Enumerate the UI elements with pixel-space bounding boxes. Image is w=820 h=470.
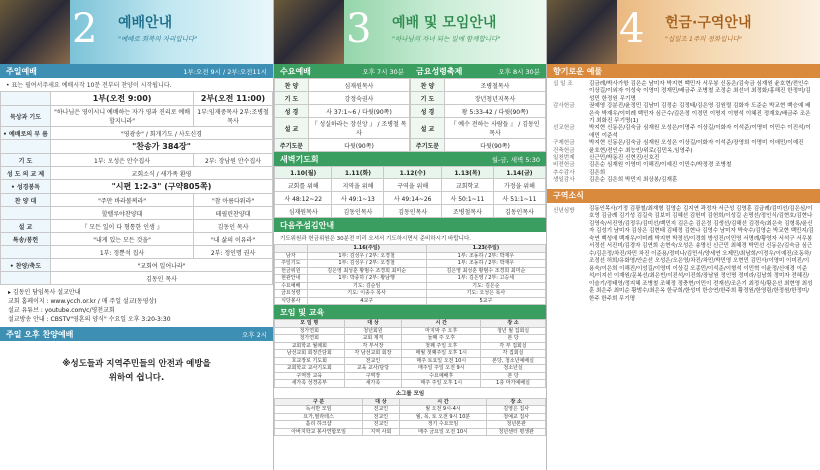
dawn-row — [275, 192, 546, 205]
service-row — [411, 118, 546, 139]
next-cell: 식당봉사 — [275, 297, 308, 305]
meetings-header — [274, 0, 546, 64]
meet-cell: 청가연회 — [275, 327, 345, 335]
service-label: 성 경 — [411, 105, 445, 118]
class-cell: 지역 사회 — [363, 428, 400, 436]
closing-notice — [0, 341, 273, 385]
offering-type: 생일감사 — [553, 177, 575, 184]
sunday-row — [1, 92, 273, 106]
service-label: 주기도문 — [275, 139, 309, 152]
class-row — [275, 421, 546, 429]
dawn-date: 1.14(금) — [493, 167, 545, 179]
next-cell: 1부: 김은영 / 2부: 고승세 — [426, 275, 545, 283]
service-value: 다윗(90쪽) — [309, 139, 410, 152]
meet-cell: 수요예배후 — [402, 372, 481, 380]
offering-names: 김은순 김은희 박민지 최상봉/김재훈 — [589, 177, 678, 184]
dawn-cell: 사 49:14~26 — [384, 192, 441, 205]
offering-row — [547, 125, 820, 140]
meet-cell: 매주 토요일 오전 10시 — [402, 357, 481, 365]
row-value: 김동인 목사 — [51, 272, 273, 285]
meet-cell: 교회학교 월례회 — [275, 342, 345, 350]
row-label — [1, 272, 51, 285]
sunday-row — [1, 207, 273, 220]
wed-fri-row — [274, 64, 546, 152]
wed-block — [274, 64, 410, 152]
service-row — [275, 92, 410, 105]
afternoon-bar — [0, 327, 273, 341]
offering-list — [547, 78, 820, 185]
sunday-row — [1, 106, 273, 127]
dawn-cell: 조병철목사 — [441, 205, 493, 218]
dawn-cell: 사 49:1~13 — [332, 192, 384, 205]
meet-cell: 본 당 — [481, 372, 546, 380]
offering-row — [547, 170, 820, 177]
offering-row — [547, 140, 820, 147]
meet-cell: 각 남선교회 회장 — [344, 350, 402, 358]
class-cell: 전교인 — [363, 413, 400, 421]
row-label: 특송/봉헌 — [1, 233, 51, 246]
service-value: 왕 5:33-42 / 다윗(90쪽) — [445, 105, 546, 118]
dawn-cell: 사 50:1~11 — [441, 192, 493, 205]
meet-cell: 매월 첫째주일 오후 1시 — [402, 350, 481, 358]
row-label — [1, 246, 51, 259]
offering-row — [547, 177, 820, 184]
class-cell: 청년본관 — [487, 421, 546, 429]
service-row — [275, 105, 410, 118]
next-cell: 1부: 박종하 / 2부: 황남행 — [307, 275, 426, 283]
meet-cell: 매주일 주일 오전 9시 — [402, 365, 481, 373]
fri-block — [410, 64, 546, 152]
meet-cell: 청가연회 — [275, 335, 345, 343]
service-row — [411, 92, 546, 105]
page-subtitle: "십일조 1주의 정화입니다" — [665, 35, 743, 43]
dawn-date: 1.13(목) — [441, 167, 493, 179]
dawn-cell: 사 48:12~22 — [275, 192, 332, 205]
meet-head: 모 임 명 — [275, 320, 345, 328]
row-value-1: 할렐루야찬양대 — [51, 207, 194, 220]
row-value: "교회여 일어나라" — [51, 259, 273, 272]
meet-cell: 청년회원 — [344, 327, 402, 335]
row-value-2: "참 아름다워라" — [194, 194, 273, 207]
next-cell: 기도: 김은순 — [426, 282, 545, 290]
dawn-cell: 김동인목사 — [493, 205, 545, 218]
dawn-row — [275, 179, 546, 192]
service-label: 기 도 — [275, 92, 309, 105]
meet-row — [275, 350, 546, 358]
worship-photo — [0, 0, 70, 64]
next-row — [275, 290, 546, 298]
next-cell: 기도: 오성은 목사 — [426, 290, 545, 298]
offering-row — [547, 148, 820, 155]
sunday-row — [1, 180, 273, 194]
next-service-table — [274, 244, 546, 305]
offering-type: 일천번제 — [553, 155, 575, 162]
dawn-cell: 사 51:1~11 — [493, 192, 545, 205]
meet-cell: 본 당 — [481, 335, 546, 343]
dawn-bar — [274, 152, 546, 166]
fri-title: 금요성령축제 — [416, 66, 463, 76]
row-value: 교회소식 / 새가족 환영 — [51, 167, 273, 180]
page-number: 2 — [72, 6, 98, 52]
meet-row — [275, 335, 546, 343]
dawn-cell: 지역을 위해 — [332, 179, 384, 192]
dawn-cell: 김동인목사 — [332, 205, 384, 218]
sunday-row — [1, 259, 273, 272]
service-label: 설 교 — [411, 118, 445, 139]
wed-bar — [274, 64, 410, 78]
next-cell: 김은영 최성훈 황범수 조경희 최미순 — [307, 267, 426, 275]
row-value-2: 김동인 목사 — [194, 220, 273, 233]
next-cell: 기도: 김순임 — [307, 282, 426, 290]
next-head: 1.23(주일) — [426, 245, 545, 253]
meetings-photo — [274, 0, 344, 64]
sunday-row — [1, 140, 273, 154]
dawn-cell: 교회를 위해 — [275, 179, 332, 192]
sermon-info — [0, 285, 273, 327]
meet-cell: 각 부 집회실 — [481, 342, 546, 350]
class-head: 대 상 — [363, 398, 400, 406]
visit-label: 신년심방 — [553, 207, 575, 214]
row-label: 찬 양 대 — [1, 194, 51, 207]
class-head-row — [275, 398, 546, 406]
offering-header — [547, 0, 820, 64]
next-cell: 1부: 김성우 / 2부: 오경철 — [307, 260, 426, 268]
next-cell: 4교구 — [307, 297, 426, 305]
service-value: 다윗(90쪽) — [445, 139, 546, 152]
class-cell: 전교인 — [363, 406, 400, 414]
sunday-note: • 표는 필여서주세요 예배시작 10분 전부터 찬양이 시작됩니다. — [6, 82, 172, 89]
service-row — [275, 139, 410, 152]
sunday-row — [1, 194, 273, 207]
service-row — [411, 139, 546, 152]
row-label: • 성경봉독 — [1, 180, 51, 194]
dawn-cell: 교회학교 — [441, 179, 493, 192]
panel-worship — [0, 0, 274, 470]
next-bar — [274, 218, 546, 232]
meeting-table — [274, 319, 546, 388]
dawn-cell: 가정을 위해 — [493, 179, 545, 192]
afternoon-time: 오후 2시 — [241, 330, 267, 339]
meet-cell: 1층 마가예배실 — [481, 380, 546, 388]
next-cell: 수요예배 — [275, 282, 308, 290]
meet-row — [275, 380, 546, 388]
dawn-cell: 심재원목사 — [275, 205, 332, 218]
visit-title: 구역소식 — [553, 191, 584, 201]
row-value-1: "주만 바라볼찌라" — [51, 194, 194, 207]
next-head-row — [275, 245, 546, 253]
offering-row — [547, 103, 820, 125]
sunday-bar — [0, 64, 273, 78]
visit-block — [547, 203, 820, 307]
row-label: 설 교 — [1, 220, 51, 233]
service-row — [275, 118, 410, 139]
service-value: 『 예수 전하는 사람들 』 / 김동인 목사 — [445, 118, 546, 139]
class-title: 소그룹 모임 — [395, 390, 425, 397]
meet-cell: 각 부서장 — [344, 342, 402, 350]
meet-cell: 각 집회실 — [481, 350, 546, 358]
offering-names: 권예영 강분진/윤정민 김남미 김정순 김정태/김은영 김원렬 김화자 도준순 박교현 백승예 배은숙 박재우/이미례 백민자 심근수/김은정 이경민 이명지 이형석 이혜진 정재호/배금주 조은기 최화진 무기명(1) — [589, 103, 811, 125]
class-row — [275, 413, 546, 421]
class-cell: 아버지학교 봉사연합모임 — [275, 428, 363, 436]
sunday-row — [1, 220, 273, 233]
service-value: 장년청년지목사 — [445, 92, 546, 105]
row-label — [1, 92, 51, 106]
meet-cell: 구역장 — [344, 372, 402, 380]
meet-cell: 구역장 교육 — [275, 372, 345, 380]
next-head — [275, 245, 308, 253]
meet-cell: 교회 제직 — [344, 335, 402, 343]
meet-cell: 둘째 주 오후 — [402, 335, 481, 343]
dawn-table — [274, 166, 546, 218]
class-cell: 정기 수요모임 — [399, 421, 487, 429]
class-cell: 전교인 — [363, 421, 400, 429]
service-value: 『 성실하라는 장신앙 』 / 조병철 목사 — [309, 118, 410, 139]
sermon-info-line: 설교방송 안내 : CBSTV"영혼의 양식" 수요일 오후 3:20-3:30 — [8, 316, 171, 323]
offering-type: 구제헌금 — [553, 140, 575, 147]
class-cell: 월 오전 9시-4시 — [399, 406, 487, 414]
meet-cell: 전교인 — [344, 357, 402, 365]
sunday-row — [1, 272, 273, 285]
service-label: 기 도 — [411, 92, 445, 105]
next-cell: 현관안내 — [275, 275, 308, 283]
row-value-2: "내 삶의 이유라" — [194, 233, 273, 246]
next-row — [275, 252, 546, 260]
meet-head-row — [275, 320, 546, 328]
class-head: 장 소 — [487, 398, 546, 406]
wed-title: 수요예배 — [280, 66, 311, 76]
next-note: 기도위원과 헌금위원은 30분전 미리 오셔서 기도하시면서 준비하시기 바랍니다. — [280, 236, 472, 242]
service-label: 성 경 — [275, 105, 309, 118]
class-row — [275, 406, 546, 414]
next-cell: 1부: 김성우 / 2부: 오경철 — [307, 252, 426, 260]
sunday-row — [1, 233, 273, 246]
meet-cell: 청소년실 — [481, 365, 546, 373]
class-cell: 청년센터 평생관 — [487, 428, 546, 436]
sunday-order-table — [0, 91, 273, 285]
meet-row — [275, 365, 546, 373]
meet-head: 대 상 — [344, 320, 402, 328]
page-title: 예배안내 — [118, 15, 173, 31]
dawn-row — [275, 205, 546, 218]
afternoon-title: 주일 오후 찬양예배 — [6, 329, 74, 339]
service-value: 강정숙권사 — [309, 92, 410, 105]
meet-cell: 호교장로 기도회 — [275, 357, 345, 365]
meet-head: 장 소 — [481, 320, 546, 328]
meet-row — [275, 372, 546, 380]
next-row — [275, 282, 546, 290]
class-cell: 김영은 집사 — [487, 406, 546, 414]
row-label: 묵상과 기도 — [1, 106, 51, 127]
service-row — [411, 79, 546, 92]
dawn-date: 1.10(월) — [275, 167, 332, 179]
next-cell: 헌금위원 — [275, 267, 308, 275]
offering-names: 신근민/박동진 신현진/신호진 — [589, 155, 660, 162]
sunday-row — [1, 154, 273, 167]
offering-names: 박지현 신동은/김숙금 심재원 오성은 이상길/이화자 이석준/장영희 이명미 이애민/이예진 — [589, 140, 804, 147]
dawn-head-row — [275, 167, 546, 179]
meet-cell: 첫째 주일 오후 — [402, 342, 481, 350]
next-cell: 5교구 — [426, 297, 545, 305]
service-row — [411, 105, 546, 118]
sunday-row — [1, 246, 273, 259]
row-value-2: 1부:임재중목사 2부:조병철목사 — [194, 106, 273, 127]
row-label: • 찬양/축도 — [1, 259, 51, 272]
class-cell: 월, 목, 토 오전 9시 10분 — [399, 413, 487, 421]
class-head: 시 간 — [399, 398, 487, 406]
row-value-1: 1부: 오성은 안수집사 — [51, 154, 194, 167]
dawn-cell: 김동인목사 — [384, 205, 441, 218]
next-cell: 남자 — [275, 252, 308, 260]
offering-type: 선교헌금 — [553, 125, 575, 132]
meet-cell: 교육 교사/담당 — [344, 365, 402, 373]
page-subtitle: "예배로 회복의 자리입니다" — [118, 35, 198, 43]
small-group-table — [274, 398, 546, 437]
row-value-1: "하나님은 영이시니 예배하는 자가 영과 진리로 예배할지니라" — [51, 106, 194, 127]
meet-cell: 새가족 성경공부 — [275, 380, 345, 388]
visit-bar — [547, 189, 820, 203]
meet-cell: 매주 주일 오후 1시 — [402, 380, 481, 388]
row-value: "영광송" / 회개기도 / 사도신경 — [51, 127, 273, 140]
row-value-2: 테필린찬양대 — [194, 207, 273, 220]
class-cell: 요가,필라테스 — [275, 413, 363, 421]
sunday-times: 1부:오전 9시 / 2부:오전11시 — [183, 67, 267, 76]
dawn-date: 1.12(수) — [384, 167, 441, 179]
row-label: 성 도 의 교 제 — [1, 167, 51, 180]
offering-row — [547, 162, 820, 169]
service-value: 조병철목사 — [445, 79, 546, 92]
next-title: 다음주섬김안내 — [280, 220, 335, 230]
sunday-title: 주일예배 — [6, 66, 37, 76]
offering-type: 십 일 조 — [553, 81, 573, 87]
meet-cell: 마지막 주 오후 — [402, 327, 481, 335]
offering-names: 박지현 신동은/김숙금 심재원 오성은/이명주 이상길/이화자 이석준/이명미 이민수 이진석/이애민 이준석 — [589, 125, 811, 139]
offering-names: 김은희 — [589, 169, 606, 176]
dawn-cell: 구역을 위해 — [384, 179, 441, 192]
offering-type: 비전헌금 — [553, 162, 575, 169]
row-value-1: 『 모든 일이 다 형통한 인생 』 — [51, 220, 194, 233]
meet-cell: 본당, 청소년예배실 — [481, 357, 546, 365]
row-label — [1, 140, 51, 154]
offering-names: 김금례/박사가항 김은순 남미자 박지현 백민자 서우봉 신동은/김숙금 심재원 윤호현/전인수 이상길/이외자 이성숙 이영미 정재민/배금주 조병철 조정순 최선녀 최정화/홍해진 한정미/김성민 한정원 무기명 — [589, 81, 811, 102]
service-value: 사 37:1~6 / 다윗(90쪽) — [309, 105, 410, 118]
fri-table — [410, 78, 546, 152]
row-value-2: 2부: 장남원 안수집사 — [194, 154, 273, 167]
service-row — [275, 79, 410, 92]
offering-type: 건축헌금 — [553, 147, 575, 154]
wed-time: 오후 7시 30분 — [362, 67, 404, 76]
sunday-row — [1, 167, 273, 180]
row-label: 기 도 — [1, 154, 51, 167]
offering-type: 추수감사 — [553, 169, 575, 176]
meet-row — [275, 342, 546, 350]
next-cell: 주일기도 — [275, 260, 308, 268]
service-label: 주기도문 — [411, 139, 445, 152]
row-value-1: 1부: 정뿐석 집사 — [51, 246, 194, 259]
row-value-2: 2부(오전 11:00) — [194, 92, 273, 106]
meet-bar — [274, 305, 546, 319]
offering-names: 윤호현/전인수 최능빈/위로(김민옥,임영주) — [589, 147, 693, 154]
offering-title: 향기로운 예물 — [553, 66, 603, 76]
dawn-time: 월-금, 새벽 5:30 — [491, 155, 540, 164]
panel-offering — [547, 0, 820, 470]
sermon-info-line: 교회 홈페이지 : www.ycch.or.kr / 매 주일 설교(동영상) — [8, 298, 157, 305]
page-number: 3 — [346, 6, 372, 52]
next-cell: 1부: 조동하 / 2부: 박재우 — [426, 260, 545, 268]
service-label: 찬 양 — [411, 79, 445, 92]
meet-cell: 청년 월 집회실 — [481, 327, 546, 335]
fri-bar — [410, 64, 546, 78]
service-label: 찬 양 — [275, 79, 309, 92]
row-value-1: "내게 있는 모든 것을" — [51, 233, 194, 246]
next-cell: 김은영 최성훈 황범수 조경희 최미순 — [426, 267, 545, 275]
class-cell: 매주 금요일 오전 10시 — [399, 428, 487, 436]
row-label — [1, 207, 51, 220]
sunday-row — [1, 127, 273, 140]
offering-row — [547, 81, 820, 103]
dawn-title: 새벽기도회 — [280, 154, 319, 164]
meet-head: 시 간 — [402, 320, 481, 328]
visit-names: 김동인목사/기정 김광철/최재형 김영순 김지연 곽정자 서근성 김영훈 김금례/김미선/김은심/이호영 김금례 김기성 김길숙 김보미 김혜선 김헌미 김헌희/이성길 손명선/정인식/김현호/김현나 김영숙/서진영/김정우/김미선/백민지 김은순 김은정 김생선/김해선 김경숙/최은숙 김형록/윤신자 김성기 남미자 김상은 김현태 김태정 김현나 김영수 남미자 박숙수/김영순 박교현 백민지/김숙연 백성애 백재우/이미례 박지현 박정선/이경희 방성진/이민영 서명례/황영자 서석구 서우봉 서정선 서진미/김경자 김연희 손현숙/오성은 송명신 신근민 최혜경 박민선 신동은/김숙금 심근수/김은정/차진/차민 차진 이준용/정미나/김민서/양세연 오제민/최남희/이정우/이예진/조동하/조정선 허희/유화영/안순선 오성은/오은영/차진/차민/박민영 오현민 김민사/이영미 이미진/이용숙/이은희 이해진/이성길/이영미 이상길 오종민/이석준/이형석 이민혁 이윤정/신애경 이준석/이지선 이재원/문복선/최은빈/이진석/이진희/장남원 정인명 정미라/김남희 정미자 전혜진/이슬기/정태영/정지혜 조병철 조혜정 정충현/이민이 전재선/조은기 최정식/황은선 최현영 최성훈 최은주 최미순 황범수/최은옥 한규희/한성미 한승연/한주희 황정원/한영림/한정원/한정미/한주 한주희 무기명 — [589, 205, 814, 302]
next-head: 1.16(주일) — [307, 245, 426, 253]
service-value: 심재원목사 — [309, 79, 410, 92]
next-row — [275, 260, 546, 268]
next-cell: 기도: 이종수 목사 — [307, 290, 426, 298]
row-value-2: 2부: 정인명 권사 — [194, 246, 273, 259]
meet-title: 모임 및 교육 — [280, 307, 325, 317]
class-head: 구 분 — [275, 398, 363, 406]
wed-table — [274, 78, 410, 152]
meet-row — [275, 357, 546, 365]
closing-line-1: ※성도들과 지역주민들의 안전과 예방을 — [62, 359, 211, 369]
closing-line-2: 위하여 쉽니다. — [108, 373, 165, 383]
sermon-info-line: 설교 유튜브 : youtube.com/c/영천교회 — [8, 307, 115, 314]
sermon-info-line: ▸ 김동인 담임목사 설교안내 — [8, 289, 81, 296]
meet-cell: 새가족 — [344, 380, 402, 388]
row-value-1: 1부(오전 9:00) — [51, 92, 194, 106]
page-subtitle: "하나님의 자녀 되는 일에 함께합니다" — [392, 35, 501, 43]
page-title: 헌금·구역안내 — [665, 15, 752, 31]
fri-time: 오후 8시 30분 — [498, 67, 540, 76]
dawn-date: 1.11(화) — [332, 167, 384, 179]
next-row — [275, 267, 546, 275]
class-cell: 청예교 집사 — [487, 413, 546, 421]
class-cell: 독서반 모임 — [275, 406, 363, 414]
meet-cell: 남선교회 회장간담회 — [275, 350, 345, 358]
next-cell: 1부: 조동하 / 2부: 박재우 — [426, 252, 545, 260]
offering-type: 감사헌금 — [553, 103, 575, 110]
panel-meetings — [274, 0, 547, 470]
page-title: 예배 및 모임안내 — [392, 15, 497, 31]
next-cell: 금요성령 — [275, 290, 308, 298]
meet-cell: 교회학교 교사기도회 — [275, 365, 345, 373]
page-number: 4 — [619, 6, 645, 52]
class-cell: 홀리 하크샵 — [275, 421, 363, 429]
next-row — [275, 297, 546, 305]
offering-bar — [547, 64, 820, 78]
offering-photo — [547, 0, 617, 64]
service-label: 설 교 — [275, 118, 309, 139]
row-value: "찬송가 384장" — [51, 140, 273, 154]
worship-header — [0, 0, 273, 64]
row-label: • 예배로의 부 름 — [1, 127, 51, 140]
meet-row — [275, 327, 546, 335]
next-row — [275, 275, 546, 283]
row-value: "시편 1:2-3" (구약805쪽) — [51, 180, 273, 194]
offering-names: 김은순 심재원 이영미 이해진/이예진 이민수/박정경 조병철 — [589, 162, 732, 169]
class-row — [275, 428, 546, 436]
